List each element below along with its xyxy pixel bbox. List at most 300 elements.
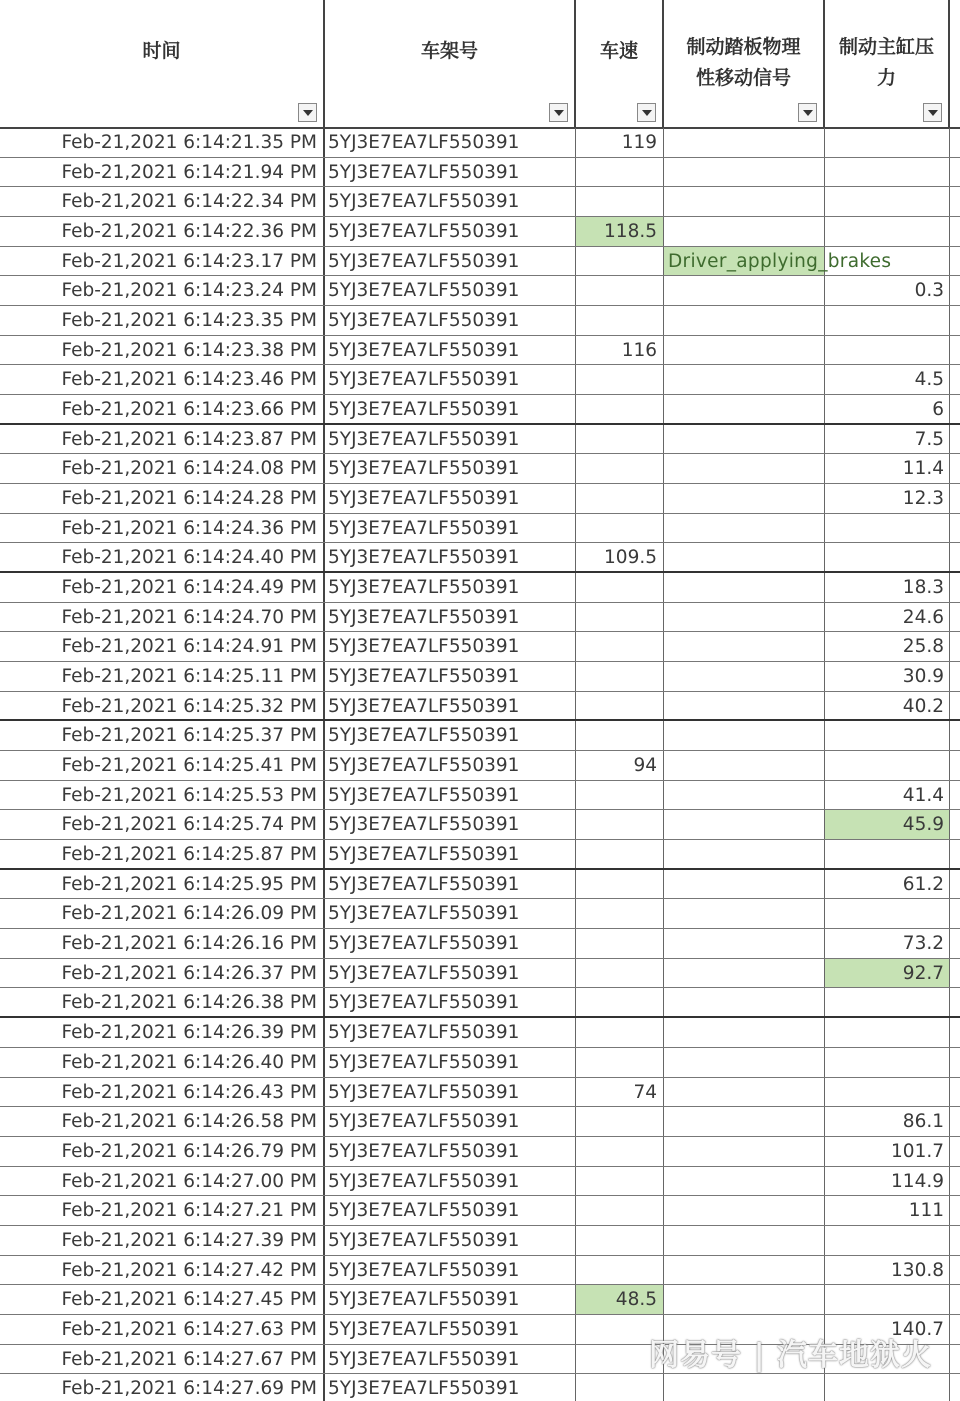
cell-pedal[interactable] xyxy=(664,870,825,899)
cell-speed[interactable] xyxy=(576,988,664,1016)
cell-pressure[interactable] xyxy=(825,899,950,928)
cell-next-column[interactable] xyxy=(950,870,960,899)
cell-time[interactable]: Feb-21,2021 6:14:21.94 PM xyxy=(0,158,325,187)
cell-next-column[interactable] xyxy=(950,1285,960,1314)
cell-pressure[interactable] xyxy=(825,988,950,1016)
cell-pressure[interactable]: 41.4 xyxy=(825,781,950,810)
cell-pedal[interactable] xyxy=(664,988,825,1016)
cell-pressure[interactable] xyxy=(825,128,950,157)
cell-pedal[interactable] xyxy=(664,899,825,928)
table-row[interactable] xyxy=(0,306,960,336)
cell-speed[interactable] xyxy=(576,247,664,276)
cell-pressure[interactable] xyxy=(825,1018,950,1047)
table-row[interactable] xyxy=(0,1256,960,1286)
cell-speed[interactable]: 94 xyxy=(576,751,664,780)
cell-pressure[interactable]: 130.8 xyxy=(825,1256,950,1285)
cell-vin[interactable]: 5YJ3E7EA7LF550391 xyxy=(325,276,576,305)
table-row[interactable] xyxy=(0,929,960,959)
cell-speed[interactable] xyxy=(576,1226,664,1255)
cell-time[interactable]: Feb-21,2021 6:14:26.37 PM xyxy=(0,959,325,988)
cell-time[interactable]: Feb-21,2021 6:14:23.87 PM xyxy=(0,425,325,454)
table-row[interactable] xyxy=(0,781,960,811)
cell-time[interactable]: Feb-21,2021 6:14:22.34 PM xyxy=(0,187,325,216)
cell-vin[interactable]: 5YJ3E7EA7LF550391 xyxy=(325,247,576,276)
table-row[interactable] xyxy=(0,1018,960,1048)
cell-pressure[interactable] xyxy=(825,1226,950,1255)
cell-vin[interactable]: 5YJ3E7EA7LF550391 xyxy=(325,1137,576,1166)
cell-pedal[interactable] xyxy=(664,158,825,187)
cell-time[interactable]: Feb-21,2021 6:14:26.16 PM xyxy=(0,929,325,958)
cell-speed[interactable] xyxy=(576,158,664,187)
cell-vin[interactable]: 5YJ3E7EA7LF550391 xyxy=(325,1078,576,1107)
cell-time[interactable]: Feb-21,2021 6:14:23.38 PM xyxy=(0,336,325,365)
cell-pedal[interactable] xyxy=(664,781,825,810)
cell-time[interactable]: Feb-21,2021 6:14:23.66 PM xyxy=(0,395,325,423)
cell-pressure[interactable] xyxy=(825,514,950,543)
cell-next-column[interactable] xyxy=(950,959,960,988)
cell-next-column[interactable] xyxy=(950,128,960,157)
table-row[interactable] xyxy=(0,692,960,722)
cell-vin[interactable]: 5YJ3E7EA7LF550391 xyxy=(325,1285,576,1314)
cell-pedal[interactable] xyxy=(664,1196,825,1225)
cell-pressure[interactable]: 114.9 xyxy=(825,1167,950,1196)
cell-vin[interactable]: 5YJ3E7EA7LF550391 xyxy=(325,870,576,899)
table-row[interactable] xyxy=(0,662,960,692)
table-row[interactable] xyxy=(0,1285,960,1315)
cell-pedal[interactable] xyxy=(664,1226,825,1255)
filter-dropdown-icon[interactable] xyxy=(549,103,568,122)
cell-next-column[interactable] xyxy=(950,543,960,571)
table-row[interactable] xyxy=(0,1107,960,1137)
cell-next-column[interactable] xyxy=(950,988,960,1016)
filter-dropdown-icon[interactable] xyxy=(798,103,817,122)
cell-pedal[interactable] xyxy=(664,276,825,305)
cell-speed[interactable] xyxy=(576,514,664,543)
cell-next-column[interactable] xyxy=(950,1374,960,1401)
cell-time[interactable]: Feb-21,2021 6:14:26.58 PM xyxy=(0,1107,325,1136)
cell-time[interactable]: Feb-21,2021 6:14:24.49 PM xyxy=(0,573,325,602)
cell-pedal[interactable] xyxy=(664,1256,825,1285)
cell-time[interactable]: Feb-21,2021 6:14:23.35 PM xyxy=(0,306,325,335)
cell-speed[interactable] xyxy=(576,1018,664,1047)
cell-next-column[interactable] xyxy=(950,1167,960,1196)
cell-speed[interactable] xyxy=(576,1374,664,1401)
cell-pedal[interactable] xyxy=(664,217,825,246)
cell-pedal[interactable] xyxy=(664,395,825,423)
cell-pressure[interactable]: 92.7 xyxy=(825,959,950,988)
cell-pressure[interactable] xyxy=(825,1285,950,1314)
cell-time[interactable]: Feb-21,2021 6:14:26.40 PM xyxy=(0,1048,325,1077)
table-row[interactable] xyxy=(0,1226,960,1256)
cell-pedal[interactable] xyxy=(664,128,825,157)
cell-next-column[interactable] xyxy=(950,1256,960,1285)
table-row[interactable] xyxy=(0,425,960,455)
cell-time[interactable]: Feb-21,2021 6:14:25.53 PM xyxy=(0,781,325,810)
cell-next-column[interactable] xyxy=(950,573,960,602)
table-row[interactable] xyxy=(0,187,960,217)
cell-speed[interactable] xyxy=(576,810,664,839)
cell-vin[interactable]: 5YJ3E7EA7LF550391 xyxy=(325,1374,576,1401)
cell-speed[interactable] xyxy=(576,899,664,928)
cell-next-column[interactable] xyxy=(950,276,960,305)
cell-time[interactable]: Feb-21,2021 6:14:27.63 PM xyxy=(0,1315,325,1344)
cell-next-column[interactable] xyxy=(950,1196,960,1225)
cell-time[interactable]: Feb-21,2021 6:14:25.37 PM xyxy=(0,721,325,750)
cell-pedal[interactable] xyxy=(664,1048,825,1077)
column-header-pedal[interactable] xyxy=(664,0,825,127)
cell-pressure[interactable] xyxy=(825,1374,950,1401)
table-row[interactable] xyxy=(0,721,960,751)
table-row[interactable] xyxy=(0,870,960,900)
cell-next-column[interactable] xyxy=(950,187,960,216)
cell-time[interactable]: Feb-21,2021 6:14:24.08 PM xyxy=(0,454,325,483)
cell-pressure[interactable] xyxy=(825,840,950,868)
cell-pedal[interactable] xyxy=(664,959,825,988)
cell-vin[interactable]: 5YJ3E7EA7LF550391 xyxy=(325,840,576,868)
cell-vin[interactable]: 5YJ3E7EA7LF550391 xyxy=(325,662,576,691)
cell-vin[interactable]: 5YJ3E7EA7LF550391 xyxy=(325,929,576,958)
cell-pedal[interactable] xyxy=(664,454,825,483)
cell-next-column[interactable] xyxy=(950,632,960,661)
cell-time[interactable]: Feb-21,2021 6:14:25.87 PM xyxy=(0,840,325,868)
cell-next-column[interactable] xyxy=(950,217,960,246)
cell-time[interactable]: Feb-21,2021 6:14:25.95 PM xyxy=(0,870,325,899)
table-row[interactable] xyxy=(0,514,960,544)
cell-time[interactable]: Feb-21,2021 6:14:25.32 PM xyxy=(0,692,325,720)
cell-next-column[interactable] xyxy=(950,840,960,868)
cell-next-column[interactable] xyxy=(950,484,960,513)
cell-next-column[interactable] xyxy=(950,1315,960,1344)
cell-time[interactable]: Feb-21,2021 6:14:23.24 PM xyxy=(0,276,325,305)
cell-pressure[interactable]: 6 xyxy=(825,395,950,423)
cell-pedal[interactable] xyxy=(664,1285,825,1314)
cell-pressure[interactable] xyxy=(825,217,950,246)
cell-vin[interactable]: 5YJ3E7EA7LF550391 xyxy=(325,988,576,1016)
cell-vin[interactable]: 5YJ3E7EA7LF550391 xyxy=(325,721,576,750)
cell-time[interactable]: Feb-21,2021 6:14:25.74 PM xyxy=(0,810,325,839)
table-row[interactable] xyxy=(0,632,960,662)
cell-speed[interactable] xyxy=(576,306,664,335)
cell-next-column[interactable] xyxy=(950,425,960,454)
cell-speed[interactable] xyxy=(576,692,664,720)
table-row[interactable] xyxy=(0,365,960,395)
cell-pressure[interactable]: 18.3 xyxy=(825,573,950,602)
cell-speed[interactable] xyxy=(576,870,664,899)
cell-next-column[interactable] xyxy=(950,336,960,365)
cell-vin[interactable]: 5YJ3E7EA7LF550391 xyxy=(325,632,576,661)
cell-speed[interactable] xyxy=(576,1256,664,1285)
cell-next-column[interactable] xyxy=(950,158,960,187)
cell-vin[interactable]: 5YJ3E7EA7LF550391 xyxy=(325,810,576,839)
cell-pedal[interactable] xyxy=(664,929,825,958)
cell-time[interactable]: Feb-21,2021 6:14:26.09 PM xyxy=(0,899,325,928)
table-row[interactable] xyxy=(0,899,960,929)
cell-time[interactable]: Feb-21,2021 6:14:24.28 PM xyxy=(0,484,325,513)
cell-pressure[interactable] xyxy=(825,721,950,750)
cell-pressure[interactable]: 61.2 xyxy=(825,870,950,899)
cell-pedal[interactable] xyxy=(664,1137,825,1166)
cell-time[interactable]: Feb-21,2021 6:14:21.35 PM xyxy=(0,128,325,157)
table-row[interactable] xyxy=(0,395,960,425)
cell-speed[interactable] xyxy=(576,840,664,868)
table-row[interactable] xyxy=(0,247,960,277)
cell-vin[interactable]: 5YJ3E7EA7LF550391 xyxy=(325,336,576,365)
cell-pressure[interactable] xyxy=(825,158,950,187)
cell-speed[interactable] xyxy=(576,781,664,810)
cell-pedal[interactable] xyxy=(664,1167,825,1196)
cell-pressure[interactable]: 4.5 xyxy=(825,365,950,394)
table-row[interactable] xyxy=(0,573,960,603)
cell-pressure[interactable] xyxy=(825,247,950,276)
cell-next-column[interactable] xyxy=(950,899,960,928)
cell-vin[interactable]: 5YJ3E7EA7LF550391 xyxy=(325,514,576,543)
cell-time[interactable]: Feb-21,2021 6:14:22.36 PM xyxy=(0,217,325,246)
cell-next-column[interactable] xyxy=(950,454,960,483)
table-row[interactable] xyxy=(0,158,960,188)
cell-speed[interactable] xyxy=(576,959,664,988)
cell-next-column[interactable] xyxy=(950,929,960,958)
cell-next-column[interactable] xyxy=(950,1226,960,1255)
cell-vin[interactable]: 5YJ3E7EA7LF550391 xyxy=(325,959,576,988)
cell-vin[interactable]: 5YJ3E7EA7LF550391 xyxy=(325,603,576,632)
cell-next-column[interactable] xyxy=(950,1048,960,1077)
cell-vin[interactable]: 5YJ3E7EA7LF550391 xyxy=(325,128,576,157)
cell-next-column[interactable] xyxy=(950,751,960,780)
cell-pressure[interactable]: 45.9 xyxy=(825,810,950,839)
cell-speed[interactable] xyxy=(576,365,664,394)
cell-pressure[interactable] xyxy=(825,1078,950,1107)
table-row[interactable] xyxy=(0,217,960,247)
cell-time[interactable]: Feb-21,2021 6:14:25.41 PM xyxy=(0,751,325,780)
cell-speed[interactable] xyxy=(576,276,664,305)
cell-pressure[interactable]: 24.6 xyxy=(825,603,950,632)
cell-pressure[interactable]: 111 xyxy=(825,1196,950,1225)
cell-vin[interactable]: 5YJ3E7EA7LF550391 xyxy=(325,1256,576,1285)
cell-next-column[interactable] xyxy=(950,1345,960,1374)
cell-time[interactable]: Feb-21,2021 6:14:27.39 PM xyxy=(0,1226,325,1255)
table-row[interactable] xyxy=(0,484,960,514)
table-row[interactable] xyxy=(0,1078,960,1108)
cell-time[interactable]: Feb-21,2021 6:14:26.38 PM xyxy=(0,988,325,1016)
cell-time[interactable]: Feb-21,2021 6:14:27.67 PM xyxy=(0,1345,325,1374)
table-row[interactable] xyxy=(0,336,960,366)
cell-speed[interactable]: 118.5 xyxy=(576,217,664,246)
cell-vin[interactable]: 5YJ3E7EA7LF550391 xyxy=(325,1048,576,1077)
table-row[interactable] xyxy=(0,1048,960,1078)
cell-pedal[interactable] xyxy=(664,425,825,454)
cell-time[interactable]: Feb-21,2021 6:14:23.17 PM xyxy=(0,247,325,276)
table-row[interactable] xyxy=(0,810,960,840)
cell-vin[interactable]: 5YJ3E7EA7LF550391 xyxy=(325,395,576,423)
cell-speed[interactable]: 48.5 xyxy=(576,1285,664,1314)
cell-pressure[interactable] xyxy=(825,1048,950,1077)
table-row[interactable] xyxy=(0,1167,960,1197)
cell-speed[interactable]: 119 xyxy=(576,128,664,157)
cell-speed[interactable] xyxy=(576,484,664,513)
cell-vin[interactable]: 5YJ3E7EA7LF550391 xyxy=(325,1226,576,1255)
cell-pedal[interactable] xyxy=(664,1107,825,1136)
cell-pedal[interactable] xyxy=(664,692,825,720)
table-row[interactable] xyxy=(0,959,960,989)
cell-pedal[interactable] xyxy=(664,1018,825,1047)
cell-time[interactable]: Feb-21,2021 6:14:23.46 PM xyxy=(0,365,325,394)
table-row[interactable] xyxy=(0,840,960,870)
cell-next-column[interactable] xyxy=(950,721,960,750)
cell-speed[interactable]: 109.5 xyxy=(576,543,664,571)
cell-next-column[interactable] xyxy=(950,1137,960,1166)
cell-speed[interactable] xyxy=(576,187,664,216)
cell-vin[interactable]: 5YJ3E7EA7LF550391 xyxy=(325,1345,576,1374)
cell-speed[interactable] xyxy=(576,929,664,958)
cell-pedal[interactable] xyxy=(664,603,825,632)
cell-next-column[interactable] xyxy=(950,603,960,632)
cell-pressure[interactable]: 30.9 xyxy=(825,662,950,691)
cell-pedal[interactable] xyxy=(664,306,825,335)
table-row[interactable] xyxy=(0,603,960,633)
cell-pedal[interactable] xyxy=(664,514,825,543)
cell-pedal[interactable] xyxy=(664,187,825,216)
cell-vin[interactable]: 5YJ3E7EA7LF550391 xyxy=(325,365,576,394)
table-row[interactable] xyxy=(0,276,960,306)
cell-time[interactable]: Feb-21,2021 6:14:27.21 PM xyxy=(0,1196,325,1225)
cell-speed[interactable] xyxy=(576,573,664,602)
filter-dropdown-icon[interactable] xyxy=(298,103,317,122)
cell-speed[interactable] xyxy=(576,395,664,423)
cell-vin[interactable]: 5YJ3E7EA7LF550391 xyxy=(325,158,576,187)
cell-speed[interactable] xyxy=(576,425,664,454)
filter-dropdown-icon[interactable] xyxy=(637,103,656,122)
cell-speed[interactable] xyxy=(576,603,664,632)
column-header-pressure[interactable] xyxy=(825,0,950,127)
cell-time[interactable]: Feb-21,2021 6:14:27.69 PM xyxy=(0,1374,325,1401)
cell-speed[interactable]: 116 xyxy=(576,336,664,365)
cell-next-column[interactable] xyxy=(950,692,960,720)
cell-vin[interactable]: 5YJ3E7EA7LF550391 xyxy=(325,1196,576,1225)
cell-pedal[interactable] xyxy=(664,336,825,365)
column-header-vin[interactable] xyxy=(325,0,576,127)
cell-speed[interactable] xyxy=(576,1137,664,1166)
cell-next-column[interactable] xyxy=(950,247,960,276)
cell-pedal[interactable]: Driver_applying_brakes xyxy=(664,247,825,276)
cell-speed[interactable]: 74 xyxy=(576,1078,664,1107)
cell-vin[interactable]: 5YJ3E7EA7LF550391 xyxy=(325,217,576,246)
cell-pressure[interactable] xyxy=(825,751,950,780)
cell-speed[interactable] xyxy=(576,1167,664,1196)
cell-vin[interactable]: 5YJ3E7EA7LF550391 xyxy=(325,1107,576,1136)
cell-vin[interactable]: 5YJ3E7EA7LF550391 xyxy=(325,899,576,928)
cell-speed[interactable] xyxy=(576,632,664,661)
cell-next-column[interactable] xyxy=(950,306,960,335)
cell-vin[interactable]: 5YJ3E7EA7LF550391 xyxy=(325,1167,576,1196)
column-header-time[interactable] xyxy=(0,0,325,127)
column-header-speed[interactable] xyxy=(576,0,664,127)
cell-pressure[interactable]: 7.5 xyxy=(825,425,950,454)
cell-time[interactable]: Feb-21,2021 6:14:26.39 PM xyxy=(0,1018,325,1047)
cell-next-column[interactable] xyxy=(950,1018,960,1047)
cell-next-column[interactable] xyxy=(950,514,960,543)
cell-speed[interactable] xyxy=(576,662,664,691)
table-row[interactable] xyxy=(0,543,960,573)
table-row[interactable] xyxy=(0,988,960,1018)
cell-pressure[interactable] xyxy=(825,187,950,216)
cell-next-column[interactable] xyxy=(950,1107,960,1136)
cell-pedal[interactable] xyxy=(664,1078,825,1107)
cell-vin[interactable]: 5YJ3E7EA7LF550391 xyxy=(325,573,576,602)
cell-pedal[interactable] xyxy=(664,1374,825,1401)
cell-time[interactable]: Feb-21,2021 6:14:27.42 PM xyxy=(0,1256,325,1285)
cell-pressure[interactable]: 86.1 xyxy=(825,1107,950,1136)
cell-time[interactable]: Feb-21,2021 6:14:24.70 PM xyxy=(0,603,325,632)
cell-pressure[interactable]: 40.2 xyxy=(825,692,950,720)
cell-next-column[interactable] xyxy=(950,781,960,810)
cell-speed[interactable] xyxy=(576,1048,664,1077)
cell-pressure[interactable]: 73.2 xyxy=(825,929,950,958)
table-row[interactable] xyxy=(0,751,960,781)
cell-time[interactable]: Feb-21,2021 6:14:27.45 PM xyxy=(0,1285,325,1314)
cell-next-column[interactable] xyxy=(950,810,960,839)
cell-pedal[interactable] xyxy=(664,543,825,571)
cell-vin[interactable]: 5YJ3E7EA7LF550391 xyxy=(325,306,576,335)
cell-vin[interactable]: 5YJ3E7EA7LF550391 xyxy=(325,454,576,483)
table-row[interactable] xyxy=(0,454,960,484)
cell-vin[interactable]: 5YJ3E7EA7LF550391 xyxy=(325,1018,576,1047)
cell-vin[interactable]: 5YJ3E7EA7LF550391 xyxy=(325,543,576,571)
cell-pressure[interactable]: 25.8 xyxy=(825,632,950,661)
cell-pressure[interactable] xyxy=(825,306,950,335)
cell-pedal[interactable] xyxy=(664,365,825,394)
cell-pedal[interactable] xyxy=(664,840,825,868)
cell-vin[interactable]: 5YJ3E7EA7LF550391 xyxy=(325,751,576,780)
cell-vin[interactable]: 5YJ3E7EA7LF550391 xyxy=(325,425,576,454)
cell-pressure[interactable]: 140.7 xyxy=(825,1315,950,1344)
cell-pressure[interactable] xyxy=(825,543,950,571)
filter-dropdown-icon[interactable] xyxy=(923,103,942,122)
cell-pressure[interactable]: 12.3 xyxy=(825,484,950,513)
cell-pedal[interactable] xyxy=(664,484,825,513)
cell-time[interactable]: Feb-21,2021 6:14:24.36 PM xyxy=(0,514,325,543)
cell-time[interactable]: Feb-21,2021 6:14:24.91 PM xyxy=(0,632,325,661)
cell-vin[interactable]: 5YJ3E7EA7LF550391 xyxy=(325,187,576,216)
cell-vin[interactable]: 5YJ3E7EA7LF550391 xyxy=(325,692,576,720)
cell-speed[interactable] xyxy=(576,1196,664,1225)
cell-next-column[interactable] xyxy=(950,1078,960,1107)
cell-speed[interactable] xyxy=(576,1107,664,1136)
cell-pressure[interactable] xyxy=(825,336,950,365)
cell-time[interactable]: Feb-21,2021 6:14:24.40 PM xyxy=(0,543,325,571)
cell-vin[interactable]: 5YJ3E7EA7LF550391 xyxy=(325,1315,576,1344)
table-row[interactable] xyxy=(0,1196,960,1226)
cell-pedal[interactable] xyxy=(664,810,825,839)
table-row[interactable] xyxy=(0,1374,960,1401)
cell-pressure[interactable]: 101.7 xyxy=(825,1137,950,1166)
cell-vin[interactable]: 5YJ3E7EA7LF550391 xyxy=(325,484,576,513)
cell-pedal[interactable] xyxy=(664,573,825,602)
table-row[interactable] xyxy=(0,128,960,158)
cell-next-column[interactable] xyxy=(950,365,960,394)
cell-pedal[interactable] xyxy=(664,751,825,780)
cell-time[interactable]: Feb-21,2021 6:14:25.11 PM xyxy=(0,662,325,691)
cell-time[interactable]: Feb-21,2021 6:14:27.00 PM xyxy=(0,1167,325,1196)
cell-pedal[interactable] xyxy=(664,721,825,750)
table-row[interactable] xyxy=(0,1137,960,1167)
cell-speed[interactable] xyxy=(576,454,664,483)
cell-speed[interactable] xyxy=(576,721,664,750)
cell-next-column[interactable] xyxy=(950,662,960,691)
cell-pressure[interactable]: 11.4 xyxy=(825,454,950,483)
cell-pedal[interactable] xyxy=(664,632,825,661)
cell-time[interactable]: Feb-21,2021 6:14:26.79 PM xyxy=(0,1137,325,1166)
cell-vin[interactable]: 5YJ3E7EA7LF550391 xyxy=(325,781,576,810)
